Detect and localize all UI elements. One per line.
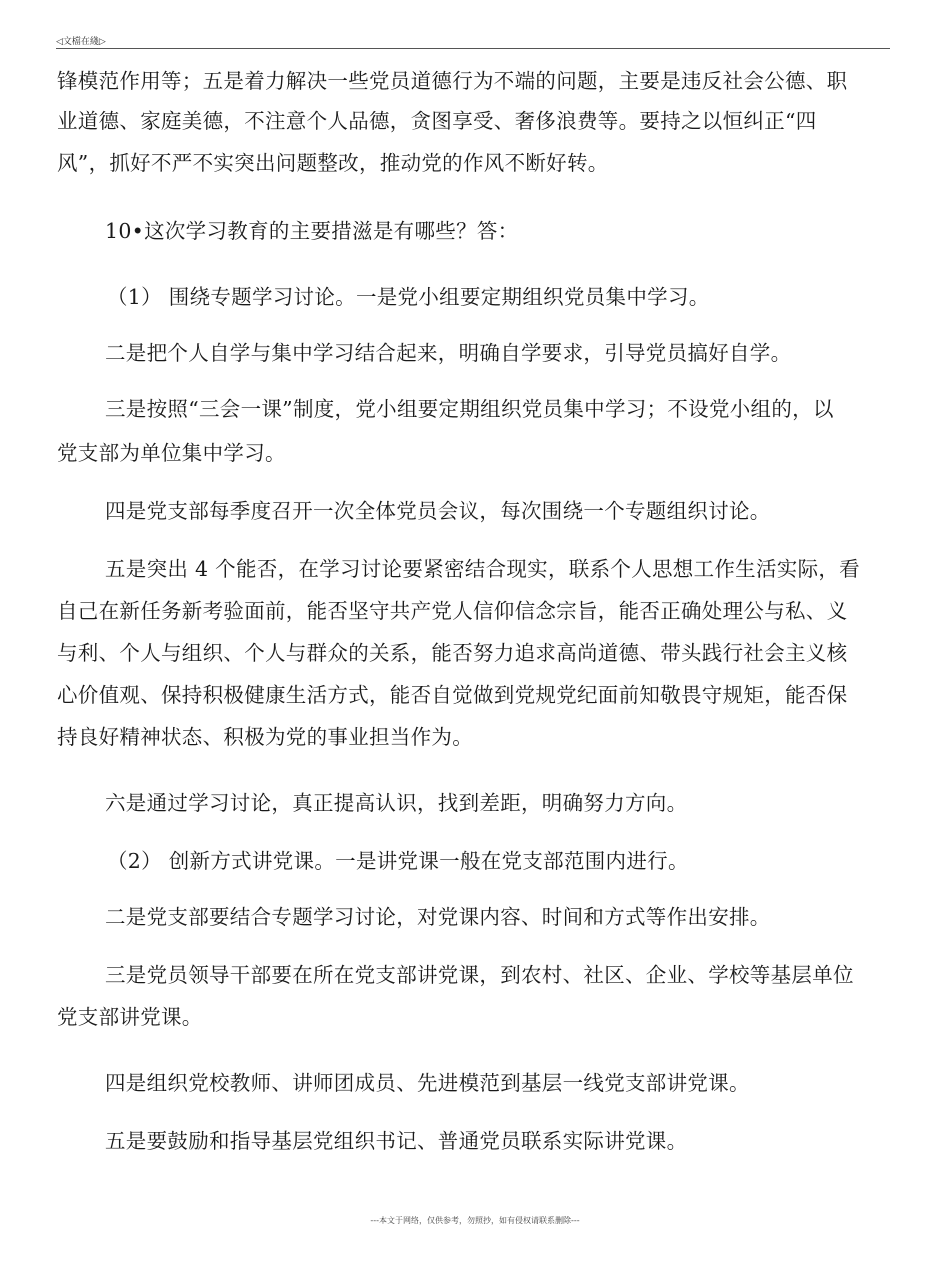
text-line: 五是突出 4 个能否，在学习讨论要紧密结合现实，联系个人思想工作生活实际，看 bbox=[105, 557, 860, 581]
text-line: 三是党员领导干部要在所在党支部讲党课，到农村、社区、企业、学校等基层单位 bbox=[105, 963, 854, 987]
text-line: 三是按照“三会一课”制度，党小组要定期组织党员集中学习；不设党小组的，以 bbox=[105, 397, 834, 421]
text-line: （1） 围绕专题学习讨论。一是党小组要定期组织党员集中学习。 bbox=[107, 285, 710, 309]
question-heading: 10•这次学习教育的主要措滋是有哪些？答： bbox=[105, 219, 519, 243]
text-line: （2） 创新方式讲党课。一是讲党课一般在党支部范围内进行。 bbox=[107, 849, 689, 873]
header-divider bbox=[56, 48, 890, 49]
text-line: 自己在新任务新考验面前，能否坚守共产党人信仰信念宗旨，能否正确处理公与私、义 bbox=[57, 599, 848, 623]
text-line: 六是通过学习讨论，真正提高认识，找到差距，明确努力方向。 bbox=[105, 791, 688, 815]
text-line: 业道德、家庭美德，不注意个人品德，贪图享受、奢侈浪费等。要持之以恒纠正“四 bbox=[57, 109, 817, 133]
text-line: 风”，抓好不严不实突出问题整改，推动党的作风不断好转。 bbox=[57, 151, 609, 175]
page-header-logo: ◁文檔在綫▷ bbox=[56, 37, 106, 47]
text-line: 四是组织党校教师、讲师团成员、先进模范到基层一线党支部讲党课。 bbox=[105, 1071, 750, 1095]
text-line: 五是要鼓励和指导基层党组织书记、普通党员联系实际讲党课。 bbox=[105, 1129, 688, 1153]
text-line: 党支部讲党课。 bbox=[57, 1005, 203, 1029]
text-line: 二是党支部要结合专题学习讨论，对党课内容、时间和方式等作出安排。 bbox=[105, 905, 771, 929]
text-line: 二是把个人自学与集中学习结合起来，明确自学要求，引导党员搞好自学。 bbox=[105, 341, 792, 365]
text-line: 锋模范作用等；五是着力解决一些党员道德行为不端的问题，主要是违反社会公德、职 bbox=[57, 69, 848, 93]
text-line: 党支部为单位集中学习。 bbox=[57, 441, 286, 465]
text-line: 心价值观、保持积极健康生活方式，能否自觉做到党规党纪面前知敬畏守规矩，能否保 bbox=[57, 683, 848, 707]
text-line: 持良好精神状态、积极为党的事业担当作为。 bbox=[57, 725, 473, 749]
text-line: 与利、个人与组织、个人与群众的关系，能否努力追求高尚道德、带头践行社会主义核 bbox=[57, 641, 848, 665]
text-line: 四是党支部每季度召开一次全体党员会议，每次围绕一个专题组织讨论。 bbox=[105, 499, 771, 523]
page-footer-disclaimer: ---本文于网络，仅供参考，勿照抄，如有侵权请联系删除--- bbox=[370, 1216, 580, 1225]
